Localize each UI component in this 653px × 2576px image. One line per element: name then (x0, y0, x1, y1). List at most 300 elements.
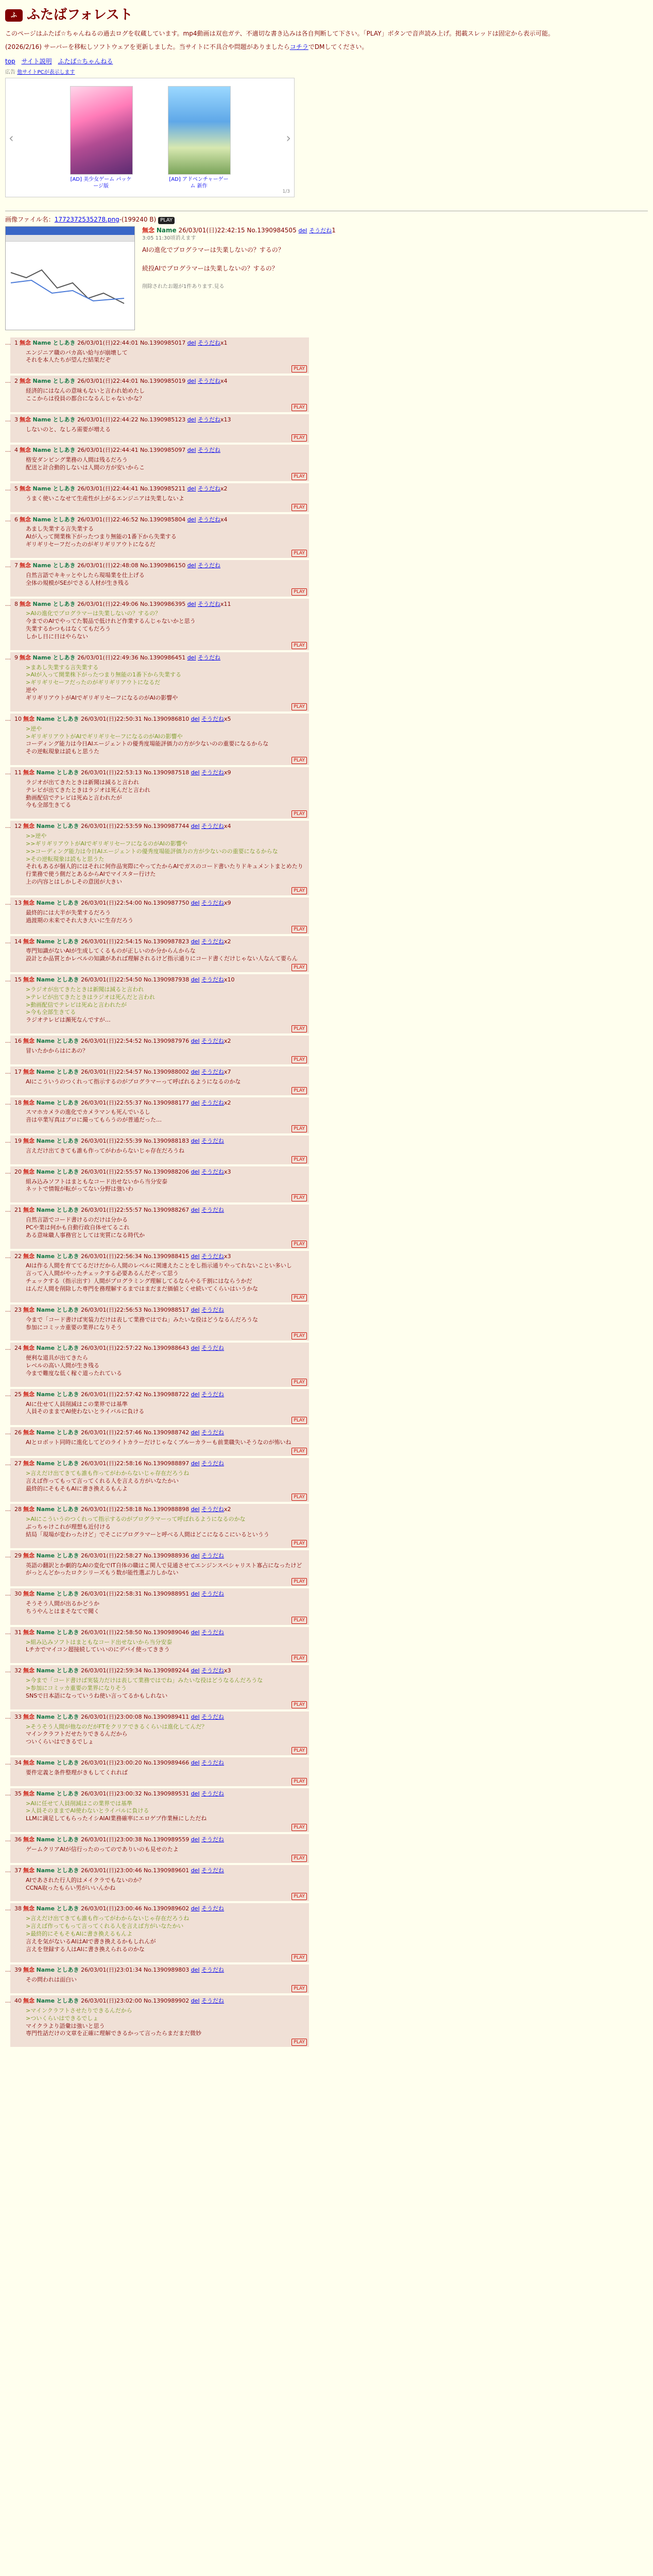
reply-name: Name (36, 1345, 55, 1352)
reply-name: Name (32, 654, 51, 661)
reply-subject: 無念 (20, 654, 31, 661)
reply-body (26, 1976, 305, 1984)
reply-del-link[interactable]: del (191, 1306, 200, 1313)
reply-marker: … (5, 416, 11, 423)
reply-tripname: としあき (53, 562, 76, 569)
body-line: 最終的には大半が失業するだろう (26, 909, 111, 916)
reply-sodane-link[interactable]: そうだね (201, 1252, 225, 1260)
reply-sodane-count: x4 (220, 378, 228, 385)
nav-top-link[interactable]: top (5, 58, 15, 65)
reply-del-link[interactable]: del (191, 1590, 200, 1598)
reply-del-link[interactable]: del (191, 1997, 200, 2005)
quote-line: >AIに任せて人員削減はこの業界では基準 (26, 1800, 132, 1807)
reply-del-link[interactable]: del (191, 1391, 200, 1398)
reply-post (5, 974, 309, 1033)
reply-subject: 無念 (23, 1099, 35, 1106)
reply-tripname: としあき (53, 416, 76, 423)
reply-meta (14, 1506, 305, 1514)
reply-del-link[interactable]: del (187, 516, 196, 523)
reply-sodane-link[interactable]: そうだね (201, 1967, 225, 1974)
reply-body (26, 426, 305, 434)
body-line: ギリギリアウトがAIでギリギリセーフになるのがAIの影響や (26, 694, 178, 701)
reply-tripname: としあき (56, 900, 79, 906)
quote-line: >参加にコミッカ重要の業界になりそう (26, 1685, 127, 1691)
reply-index: 4 (14, 447, 18, 454)
play-button[interactable]: PLAY (291, 1954, 307, 1961)
reply-marker: … (5, 1905, 11, 1912)
reply-del-link[interactable]: del (187, 562, 196, 569)
reply-del-link[interactable]: del (191, 1168, 200, 1175)
reply-subject: 無念 (20, 600, 31, 607)
reply-subject: 無念 (23, 1836, 35, 1843)
body-line: CCNA取ったもらい男がいいんかね (26, 1884, 116, 1891)
reply-datetime: 26/03/01(日)22:54:50 (81, 976, 142, 984)
reply-name: Name (36, 1629, 55, 1636)
reply-del-link[interactable]: del (187, 416, 196, 423)
op-play-button[interactable]: PLAY (158, 217, 175, 224)
reply-subject: 無念 (23, 976, 35, 984)
reply-name: Name (36, 1099, 55, 1106)
site-logo[interactable]: ふ (5, 9, 23, 22)
body-line: 英語の翻訳とか劇的なAIの変化でIT自体の職はこ関人で見通させてエンジンスペシャリスト寡占になったけど (26, 1562, 302, 1569)
reply-index: 21 (14, 1207, 22, 1214)
reply-marker: … (5, 938, 11, 945)
reply-subject: 無念 (23, 1790, 35, 1797)
reply-datetime: 26/03/01(日)22:54:57 (81, 1068, 142, 1075)
reply-del-link[interactable]: del (191, 1068, 200, 1075)
op-subject: 無念 (142, 226, 155, 234)
ad-item[interactable] (168, 86, 230, 190)
reply-index: 26 (14, 1429, 22, 1436)
reply-name: Name (36, 1391, 55, 1398)
play-button[interactable]: PLAY (291, 964, 307, 971)
play-button[interactable]: PLAY (291, 1617, 307, 1624)
reply-del-link[interactable]: del (187, 339, 196, 346)
quote-line: >言えだけ出てきても誰も作ってがわからないじゃ存在だろうね (26, 1469, 190, 1477)
play-button[interactable]: PLAY (291, 404, 307, 411)
reply-marker: … (5, 516, 11, 523)
reply-marker: … (5, 1759, 11, 1767)
reply-del-link[interactable]: del (187, 447, 196, 454)
reply-number: No.1390985097 (140, 447, 186, 454)
reply-marker: … (5, 823, 11, 830)
quote-line: >>ギリギリアウトがAIでギリギリセーフになるのがAIの影響や (26, 840, 187, 847)
reply-number: No.1390989803 (143, 1967, 190, 1974)
reply-sodane-link[interactable]: そうだね (201, 769, 225, 776)
reply-sodane-link[interactable]: そうだね (201, 1905, 225, 1912)
reply-tripname: としあき (53, 447, 76, 454)
ad-image[interactable] (70, 86, 133, 175)
reply-sodane-link[interactable]: そうだね (201, 1629, 225, 1636)
reply-del-link[interactable]: del (191, 1967, 200, 1974)
reply-body (26, 495, 305, 503)
reply-name: Name (36, 938, 55, 945)
reply-del-link[interactable]: del (191, 1460, 200, 1467)
reply-del-link[interactable]: del (191, 1252, 200, 1260)
quote-line: >言えば作ってもって言ってくれる人を言えば方がいなたかい (26, 1923, 184, 1930)
reply-sodane-count: x11 (220, 600, 231, 607)
body-line: LLMに満足してもらったイシAIAI業務確率にエロゲプ作業極にしただね (26, 1815, 207, 1822)
reply-number: No.1390988742 (143, 1429, 190, 1436)
reply-subject: 無念 (23, 1252, 35, 1260)
ad-caption[interactable]: [AD] アドベンチャーゲーム 新作 (169, 176, 229, 190)
reply-index: 2 (14, 378, 18, 385)
reply-sodane-link[interactable]: そうだね (201, 1667, 225, 1674)
reply-sodane-link[interactable]: そうだね (201, 1138, 225, 1145)
op-del-link[interactable]: del (298, 227, 307, 234)
reply-tripname: としあき (53, 339, 76, 346)
play-button[interactable]: PLAY (291, 810, 307, 818)
reply-meta (14, 1905, 305, 1913)
play-button[interactable]: PLAY (291, 1747, 307, 1754)
reply-sodane-link[interactable]: そうだね (201, 1068, 225, 1075)
reply-body (26, 1401, 305, 1416)
play-button[interactable]: PLAY (291, 1056, 307, 1063)
reply-marker: … (5, 1836, 11, 1843)
reply-post (5, 1036, 309, 1064)
reply-name: Name (32, 378, 51, 385)
reply-sodane-link[interactable]: そうだね (201, 1168, 225, 1175)
reply-number: No.1390988951 (143, 1590, 190, 1598)
reply-marker: … (5, 1790, 11, 1797)
reply-number: No.1390985019 (140, 378, 186, 385)
reply-sodane-link[interactable]: そうだね (198, 416, 221, 423)
reply-number: No.1390989244 (143, 1667, 190, 1674)
reply-tripname: としあき (53, 600, 76, 607)
body-line: マイクラより語彙は強いと思う (26, 2022, 105, 2029)
reply-sodane-link[interactable]: そうだね (201, 1790, 225, 1797)
reply-del-link[interactable]: del (191, 1790, 200, 1797)
reply-del-link[interactable]: del (191, 1506, 200, 1513)
reply-subject: 無念 (23, 1629, 35, 1636)
reply-subject: 無念 (23, 1068, 35, 1075)
quote-line: >人員そのままでAI使わないとライバルに負ける (26, 1807, 149, 1815)
reply-number: No.1390987744 (143, 823, 190, 830)
reply-sodane-link[interactable]: そうだね (201, 1590, 225, 1598)
site-title: ふたばフォレスト (27, 7, 133, 23)
reply-sodane-link[interactable]: そうだね (201, 1429, 225, 1436)
reply-index: 29 (14, 1552, 22, 1559)
play-button[interactable]: PLAY (291, 1655, 307, 1662)
reply-sodane-link[interactable]: そうだね (201, 1867, 225, 1874)
reply-index: 3 (14, 416, 18, 423)
reply-post (5, 1458, 309, 1502)
reply-sodane-link[interactable]: そうだね (201, 1207, 225, 1214)
reply-number: No.1390988643 (143, 1345, 190, 1352)
reply-datetime: 26/03/01(日)22:49:06 (77, 600, 139, 607)
reply-marker: … (5, 1345, 11, 1352)
reply-name: Name (36, 1905, 55, 1912)
reply-sodane-link[interactable]: そうだね (198, 339, 221, 346)
reply-subject: 無念 (23, 1667, 35, 1674)
reply-tripname: としあき (56, 769, 79, 776)
play-button[interactable]: PLAY (291, 1540, 307, 1547)
reply-name: Name (36, 1759, 55, 1767)
reply-del-link[interactable]: del (191, 938, 200, 945)
reply-body (26, 779, 305, 809)
play-button[interactable]: PLAY (291, 2039, 307, 2046)
play-button[interactable]: PLAY (291, 703, 307, 710)
contact-link[interactable]: コチラ (289, 43, 308, 51)
reply-number: No.1390987938 (143, 976, 190, 984)
reply-subject: 無念 (23, 1345, 35, 1352)
play-button[interactable]: PLAY (291, 504, 307, 511)
reply-body (26, 2007, 305, 2038)
play-button[interactable]: PLAY (291, 757, 307, 764)
reply-subject: 無念 (23, 1429, 35, 1436)
reply-sodane-link[interactable]: そうだね (201, 1713, 225, 1720)
reply-post (5, 1995, 309, 2047)
reply-marker: … (5, 1038, 11, 1045)
play-button[interactable]: PLAY (291, 1241, 307, 1248)
reply-meta (14, 1429, 305, 1437)
nav-about-link[interactable]: サイト説明 (21, 58, 52, 65)
reply-datetime: 26/03/01(日)23:01:34 (81, 1967, 142, 1974)
reply-sodane-link[interactable]: そうだね (201, 1460, 225, 1467)
body-line: 今まで難度な低く稼ぐ道ったれている (26, 1369, 122, 1377)
reply-tripname: としあき (53, 516, 76, 523)
reply-datetime: 26/03/01(日)22:50:31 (81, 715, 142, 722)
play-button[interactable]: PLAY (291, 588, 307, 596)
play-button[interactable]: PLAY (291, 1379, 307, 1386)
reply-del-link[interactable]: del (191, 1138, 200, 1145)
play-button[interactable]: PLAY (291, 473, 307, 480)
reply-sodane-link[interactable]: そうだね (198, 600, 221, 607)
reply-sodane-link[interactable]: そうだね (198, 654, 221, 661)
op-file-link[interactable]: 1772372535278.png (54, 216, 119, 224)
reply-body (26, 1677, 305, 1700)
reply-index: 32 (14, 1667, 22, 1674)
reply-name: Name (36, 900, 55, 906)
reply-del-link[interactable]: del (187, 485, 196, 492)
reply-datetime: 26/03/01(日)22:54:15 (81, 938, 142, 945)
op-body: AIの進化でプログラマーは失業しないの？するの？ 続投AIでプログラマーは失業しないの？するの？ 削除されたお題が1件あります.見る (142, 246, 336, 290)
body-line: その逆転現象は読もと思うた (26, 748, 99, 755)
op-thumbnail[interactable] (5, 226, 135, 330)
reply-marker: … (5, 1138, 11, 1145)
reply-datetime: 26/03/01(日)22:55:57 (81, 1207, 142, 1214)
reply-del-link[interactable]: del (191, 1905, 200, 1912)
reply-subject: 無念 (23, 1460, 35, 1467)
reply-del-link[interactable]: del (191, 1099, 200, 1106)
reply-index: 17 (14, 1068, 22, 1075)
reply-marker: … (5, 378, 11, 385)
reply-number: No.1390986810 (143, 715, 190, 722)
body-line: PCや業は何かも自動行政自体せてるこれ (26, 1224, 130, 1231)
reply-sodane-link[interactable]: そうだね (198, 485, 221, 492)
reply-index: 19 (14, 1138, 22, 1145)
play-button[interactable]: PLAY (291, 1125, 307, 1132)
reply-del-link[interactable]: del (191, 1759, 200, 1767)
reply-number: No.1390987750 (143, 900, 190, 906)
reply-del-link[interactable]: del (191, 1867, 200, 1874)
play-button[interactable]: PLAY (291, 365, 307, 372)
reply-del-link[interactable]: del (191, 1207, 200, 1214)
reply-body (26, 387, 305, 403)
reply-post (5, 1588, 309, 1625)
quote-line: >ギリギリアウトがAIでギリギリセーフになるのがAIの影響や (26, 733, 183, 740)
play-button[interactable]: PLAY (291, 1855, 307, 1862)
body-line: 便利な道具が出てきたら (26, 1354, 88, 1362)
reply-sodane-count: x2 (224, 938, 231, 945)
chevron-left-icon[interactable]: ‹ (9, 131, 14, 146)
reply-del-link[interactable]: del (191, 1629, 200, 1636)
reply-del-link[interactable]: del (191, 1836, 200, 1843)
reply-marker: … (5, 1391, 11, 1398)
play-button[interactable]: PLAY (291, 926, 307, 933)
reply-sodane-link[interactable]: そうだね (201, 1345, 225, 1352)
reply-number: No.1390986150 (140, 562, 186, 569)
reply-del-link[interactable]: del (191, 769, 200, 776)
play-button[interactable]: PLAY (291, 1893, 307, 1900)
ad-caption[interactable]: [AD] 美少女ゲーム パッケージ版 (70, 176, 132, 190)
reply-del-link[interactable]: del (191, 1713, 200, 1720)
reply-index: 10 (14, 715, 22, 722)
reply-marker: … (5, 1168, 11, 1175)
reply-del-link[interactable]: del (191, 1345, 200, 1352)
play-button[interactable]: PLAY (291, 1578, 307, 1585)
reply-del-link[interactable]: del (187, 654, 196, 661)
body-line: 言えを気がないるAIはAIで書き換えるかもしれんが (26, 1938, 156, 1945)
reply-subject: 無念 (23, 1306, 35, 1313)
reply-name: Name (36, 1713, 55, 1720)
play-button[interactable]: PLAY (291, 1025, 307, 1032)
reply-sodane-count: x2 (224, 1099, 231, 1106)
play-button[interactable]: PLAY (291, 434, 307, 442)
reply-marker: … (5, 1629, 11, 1636)
reply-sodane-link[interactable]: そうだね (201, 1552, 225, 1559)
reply-datetime: 26/03/01(日)23:00:46 (81, 1905, 142, 1912)
play-button[interactable]: PLAY (291, 1494, 307, 1501)
notice-line-2: (2026/2/16) サーバーを移転しソフトウェアを更新しました。当サイトに不具合や問題がありましたらコチラでDMしてください。 (5, 43, 368, 51)
reply-del-link[interactable]: del (187, 378, 196, 385)
reply-del-link[interactable]: del (191, 900, 200, 906)
reply-body (26, 833, 305, 886)
play-button[interactable]: PLAY (291, 1985, 307, 1992)
reply-sodane-link[interactable]: そうだね (201, 976, 225, 984)
reply-body (26, 986, 305, 1024)
ad-sub-link[interactable]: 他サイトPCが表示します (17, 69, 75, 75)
play-button[interactable]: PLAY (291, 1778, 307, 1785)
play-button[interactable]: PLAY (291, 1194, 307, 1201)
reply-subject: 無念 (23, 1590, 35, 1598)
quote-line: >組み込みソフトはまともなコード出せないから当分安泰 (26, 1638, 173, 1646)
reply-number: No.1390988002 (143, 1068, 190, 1075)
reply-sodane-link[interactable]: そうだね (198, 516, 221, 523)
reply-number: No.1390985211 (140, 485, 186, 492)
ad-image[interactable] (168, 86, 231, 175)
reply-sodane-link[interactable]: そうだね (201, 1997, 225, 2005)
body-line: 設計とか品質とかレベルの知識があれば理解されるけど指示通りにコード書くだけじゃない人なんて要らん (26, 955, 298, 962)
reply-del-link[interactable]: del (191, 1038, 200, 1045)
reply-del-link[interactable]: del (191, 1667, 200, 1674)
play-button[interactable]: PLAY (291, 1448, 307, 1455)
reply-sodane-link[interactable]: そうだね (198, 378, 221, 385)
play-button[interactable]: PLAY (291, 1417, 307, 1424)
reply-sodane-link[interactable]: そうだね (201, 1759, 225, 1767)
reply-del-link[interactable]: del (191, 715, 200, 722)
body-line: 自然言語でキキッとやしたら現場業を仕上げる (26, 571, 145, 579)
reply-sodane-link[interactable]: そうだね (201, 715, 225, 722)
play-button[interactable]: PLAY (291, 1156, 307, 1163)
play-button[interactable]: PLAY (291, 550, 307, 557)
body-line: ネットで情報が転がってない分野は強いわ (26, 1185, 133, 1193)
reply-post (5, 897, 309, 934)
play-button[interactable]: PLAY (291, 1087, 307, 1094)
reply-index: 20 (14, 1168, 22, 1175)
reply-meta (14, 900, 305, 907)
play-button[interactable]: PLAY (291, 642, 307, 649)
reply-datetime: 26/03/01(日)22:58:27 (81, 1552, 142, 1559)
ad-item[interactable] (70, 86, 132, 190)
body-line: ある意味職人事務官としては実質になる時代か (26, 1231, 145, 1239)
reply-del-link[interactable]: del (191, 1552, 200, 1559)
reply-sodane-link[interactable]: そうだね (201, 1306, 225, 1313)
reply-marker: … (5, 1552, 11, 1559)
reply-sodane-count: x13 (220, 416, 231, 423)
reply-del-link[interactable]: del (191, 1429, 200, 1436)
reply-number: No.1390988722 (143, 1391, 190, 1398)
reply-sodane-link[interactable]: そうだね (201, 1506, 225, 1513)
reply-subject: 無念 (23, 1867, 35, 1874)
play-button[interactable]: PLAY (291, 1701, 307, 1708)
reply-del-link[interactable]: del (191, 823, 200, 830)
reply-post (5, 1166, 309, 1203)
body-line: 格安ダンピング業務の人間は残るだろう (26, 456, 128, 464)
chevron-right-icon[interactable]: › (286, 131, 291, 146)
reply-name: Name (36, 1252, 55, 1260)
reply-post (5, 1964, 309, 1993)
reply-sodane-link[interactable]: そうだね (198, 562, 221, 569)
reply-sodane-link[interactable]: そうだね (201, 1099, 225, 1106)
reply-marker: … (5, 600, 11, 607)
quote-line: >言えだけ出てきても誰も作ってがわからないじゃ存在だろうね (26, 1915, 190, 1922)
body-line: 言えを登録する人はAIに書き換えられるのかな (26, 1945, 145, 1953)
reply-sodane-link[interactable]: そうだね (201, 823, 225, 830)
quote-line: >ついくらいはできるでしょ (26, 2014, 99, 2022)
reply-sodane-link[interactable]: そうだね (198, 447, 221, 454)
reply-name: Name (36, 1967, 55, 1974)
reply-sodane-count: x4 (220, 516, 228, 523)
reply-del-link[interactable]: del (187, 600, 196, 607)
nav-futaba-link[interactable]: ふたば☆ちゃんねる (58, 58, 113, 65)
reply-body (26, 947, 305, 963)
quote-line: >そうそう人間が他なのだがFTをクリアできるくらいは進化してんだ？ (26, 1723, 208, 1730)
reply-index: 40 (14, 1997, 22, 2005)
reply-subject: 無念 (20, 378, 31, 385)
body-line: 経済的にはなんの意味もないと言われ始めたし (26, 387, 145, 395)
play-button[interactable]: PLAY (291, 1332, 307, 1340)
reply-datetime: 26/03/01(日)23:00:46 (81, 1867, 142, 1874)
op-sodane-link[interactable]: そうだね (309, 227, 332, 234)
reply-sodane-link[interactable]: そうだね (201, 1038, 225, 1045)
reply-sodane-link[interactable]: そうだね (201, 1836, 225, 1843)
reply-datetime: 26/03/01(日)22:57:42 (81, 1391, 142, 1398)
reply-datetime: 26/03/01(日)23:00:08 (81, 1713, 142, 1720)
play-button[interactable]: PLAY (291, 887, 307, 894)
reply-sodane-link[interactable]: そうだね (201, 900, 225, 906)
reply-sodane-link[interactable]: そうだね (201, 938, 225, 945)
play-button[interactable]: PLAY (291, 1824, 307, 1831)
reply-sodane-link[interactable]: そうだね (201, 1391, 225, 1398)
body-line: 音は卒業写真はプロに撮ってもらうのが普通だった… (26, 1116, 162, 1124)
play-button[interactable]: PLAY (291, 1294, 307, 1301)
reply-sodane-count: x3 (224, 1252, 231, 1260)
reply-post (5, 1066, 309, 1095)
reply-tripname: としあき (56, 1068, 79, 1075)
reply-datetime: 26/03/01(日)22:53:59 (81, 823, 142, 830)
reply-del-link[interactable]: del (191, 976, 200, 984)
